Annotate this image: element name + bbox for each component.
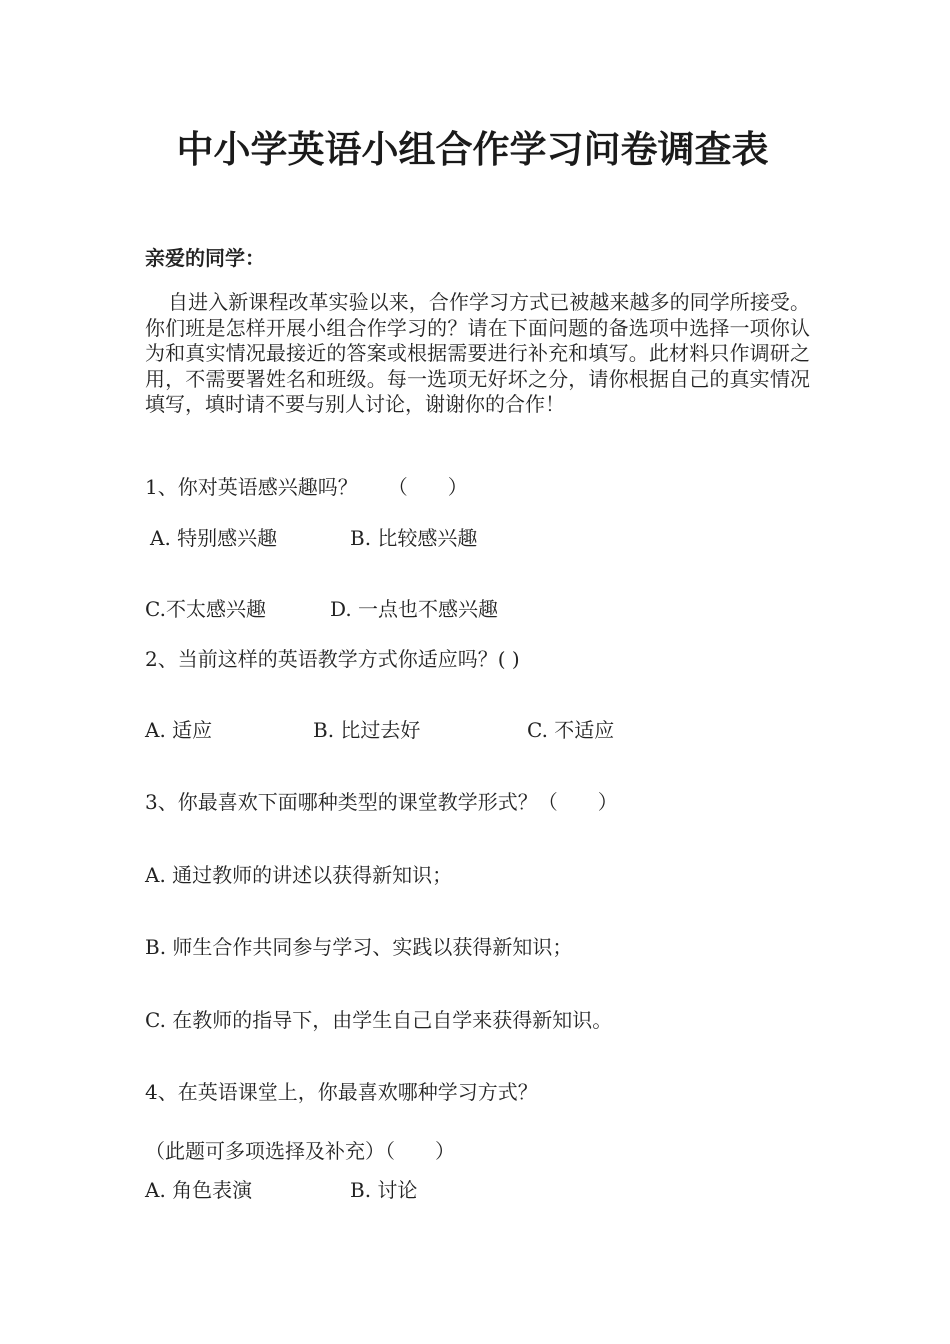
intro-paragraph: 自进入新课程改革实验以来，合作学习方式已被越来越多的同学所接受。你们班是怎样开展小组合作学习的？请在下面问题的备选项中选择一项你认为和真实情况最接近的答案或根据需要进行补充和填写。此材料只作调研之用，不需要署姓名和班级。每一选项无好坏之分，请你根据自己的真实情况填写，填时请不要与别人讨论，谢谢你的合作！ (145, 290, 810, 416)
q1-option-a[interactable]: A. 特别感兴趣 (150, 526, 278, 550)
question-4-note: （此题可多项选择及补充）（ ） (145, 1139, 455, 1163)
q1-option-d[interactable]: D. 一点也不感兴趣 (330, 597, 499, 621)
document-title: 中小学英语小组合作学习问卷调查表 (176, 127, 769, 171)
q2-option-c[interactable]: C. 不适应 (527, 718, 615, 742)
question-2: 2、当前这样的英语教学方式你适应吗？( ) (145, 647, 520, 671)
q2-option-a[interactable]: A. 适应 (145, 718, 213, 742)
q4-option-a[interactable]: A. 角色表演 (145, 1178, 253, 1202)
q2-option-b[interactable]: B. 比过去好 (313, 718, 421, 742)
question-3: 3、你最喜欢下面哪种类型的课堂教学形式？（ ） (145, 790, 618, 814)
greeting: 亲爱的同学： (145, 246, 265, 270)
q1-option-c[interactable]: C.不太感兴趣 (145, 597, 266, 621)
q1-option-b[interactable]: B. 比较感兴趣 (350, 526, 478, 550)
question-1: 1、你对英语感兴趣吗？ （ ） (145, 475, 468, 499)
q3-option-a[interactable]: A. 通过教师的讲述以获得新知识； (145, 863, 453, 887)
q3-option-c[interactable]: C. 在教师的指导下，由学生自己自学来获得新知识。 (145, 1008, 613, 1032)
q4-option-b[interactable]: B. 讨论 (350, 1178, 418, 1202)
question-4: 4、在英语课堂上，你最喜欢哪种学习方式？ (145, 1080, 538, 1104)
q3-option-b[interactable]: B. 师生合作共同参与学习、实践以获得新知识； (145, 935, 573, 959)
